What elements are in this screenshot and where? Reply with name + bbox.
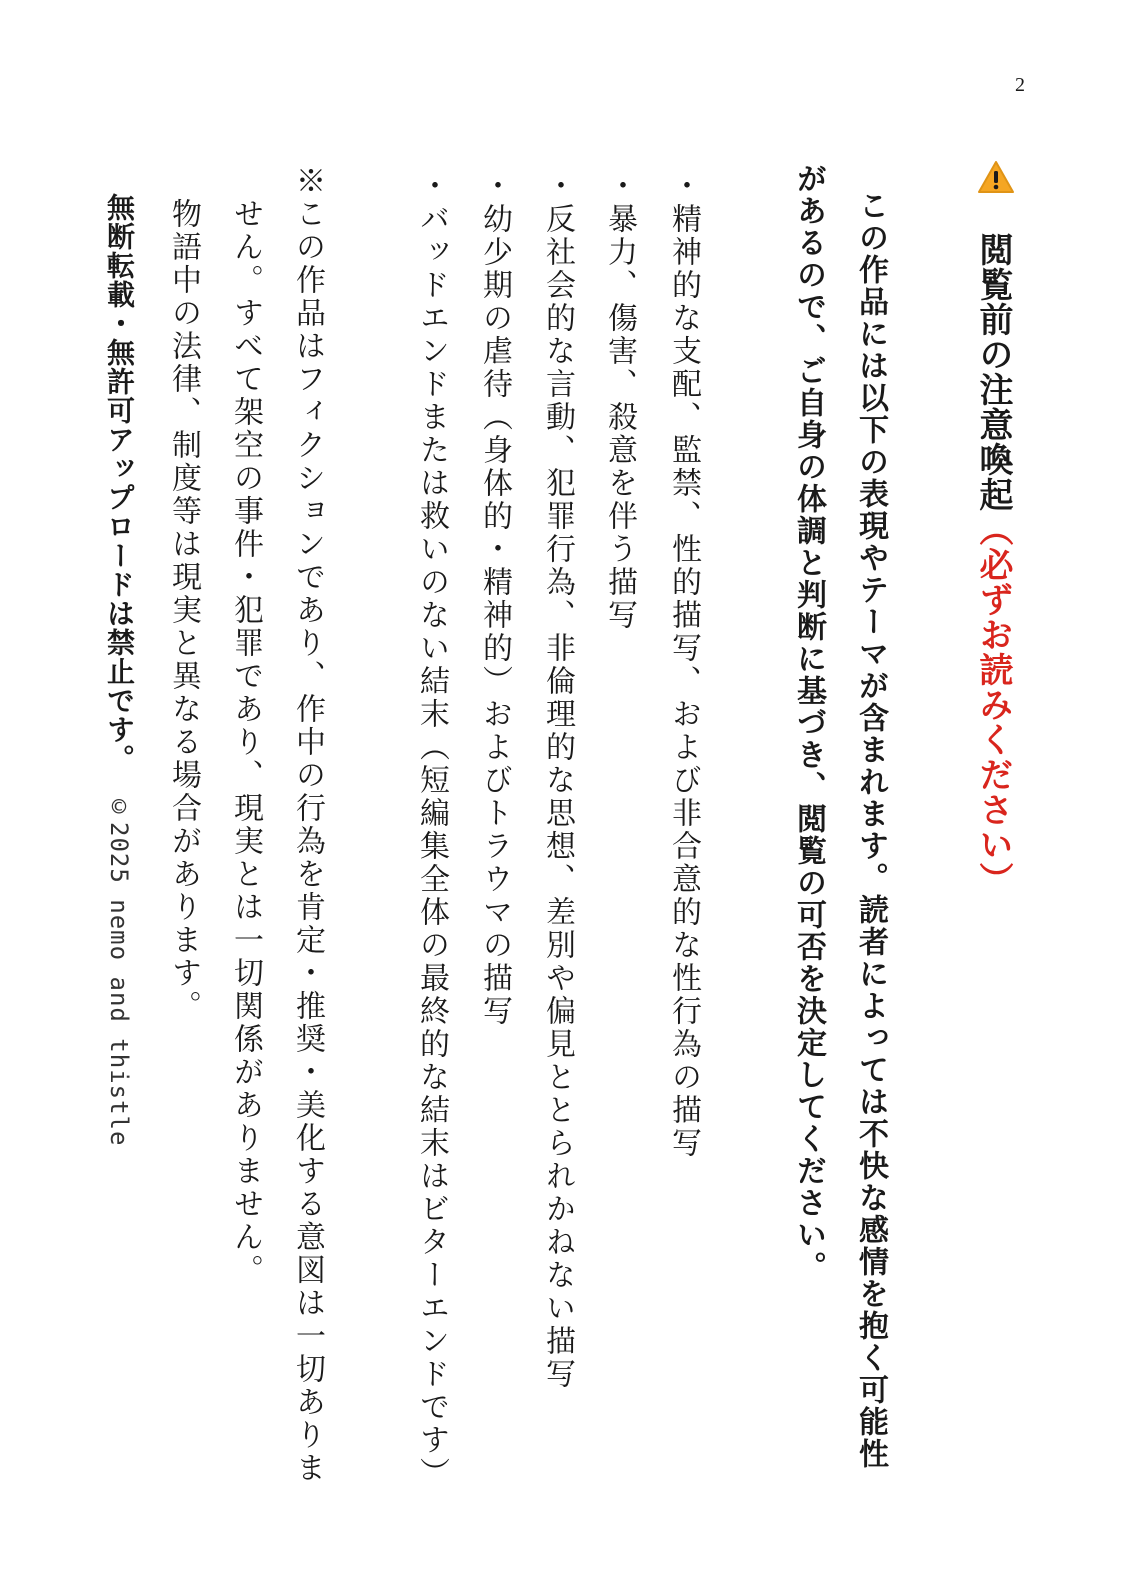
fiction-note-line-2: せん。すべて架空の事件・犯罪であり、現実とは一切関係がありません。 [228,198,263,1287]
fiction-note-line-3: 物語中の法律、制度等は現実と異なる場合があります。 [166,198,201,1023]
content-warning-item [666,170,701,1160]
item-text: 精神的な支配、監禁、性的描写、および非合意的な性行為の描写 [666,203,701,1160]
item-text: 反社会的な言動、犯罪行為、非倫理的な思想、差別や偏見ととられかねない描写 [540,203,575,1391]
bullet: ・ [477,170,512,203]
content-warning-item [540,170,575,1391]
title-emphasis: （必ずお読みください） [973,512,1013,897]
content-warning-item [414,170,449,1490]
warning-triangle-icon [977,160,1015,194]
bullet: ・ [602,170,637,203]
bullet: ・ [540,170,575,203]
item-text: バッドエンドまたは救いのない結末（短編集全体の最終的な結末はビターエンドです） [414,203,449,1490]
footer [103,193,136,1147]
item-text: 幼少期の虐待（身体的・精神的）およびトラウマの描写 [477,203,512,1028]
content-warning-item [602,170,637,632]
intro-line-1: この作品には以下の表現やテーマが含まれます。読者によっては不快な感情を抱く可能性 [853,190,888,1470]
item-text: 暴力、傷害、殺意を伴う描写 [602,203,637,632]
bullet: ・ [414,170,449,203]
reproduction-notice: 無断転載・無許可アップロードは禁止です。 [103,193,136,773]
page-number: 2 [1015,74,1025,96]
page-title [973,232,1013,897]
copyright: ©2025 nemo and thistle [105,793,133,1147]
content-warning-item [477,170,512,1028]
title-main: 閲覧前の注意喚起 [973,232,1013,512]
bullet: ・ [666,170,701,203]
fiction-note-line-1: ※この作品はフィクションであり、作中の行為を肯定・推奨・美化する意図は一切ありま [290,165,325,1485]
intro-line-2: があるので、ご自身の体調と判断に基づき、閲覧の可否を決定してください。 [791,163,826,1283]
